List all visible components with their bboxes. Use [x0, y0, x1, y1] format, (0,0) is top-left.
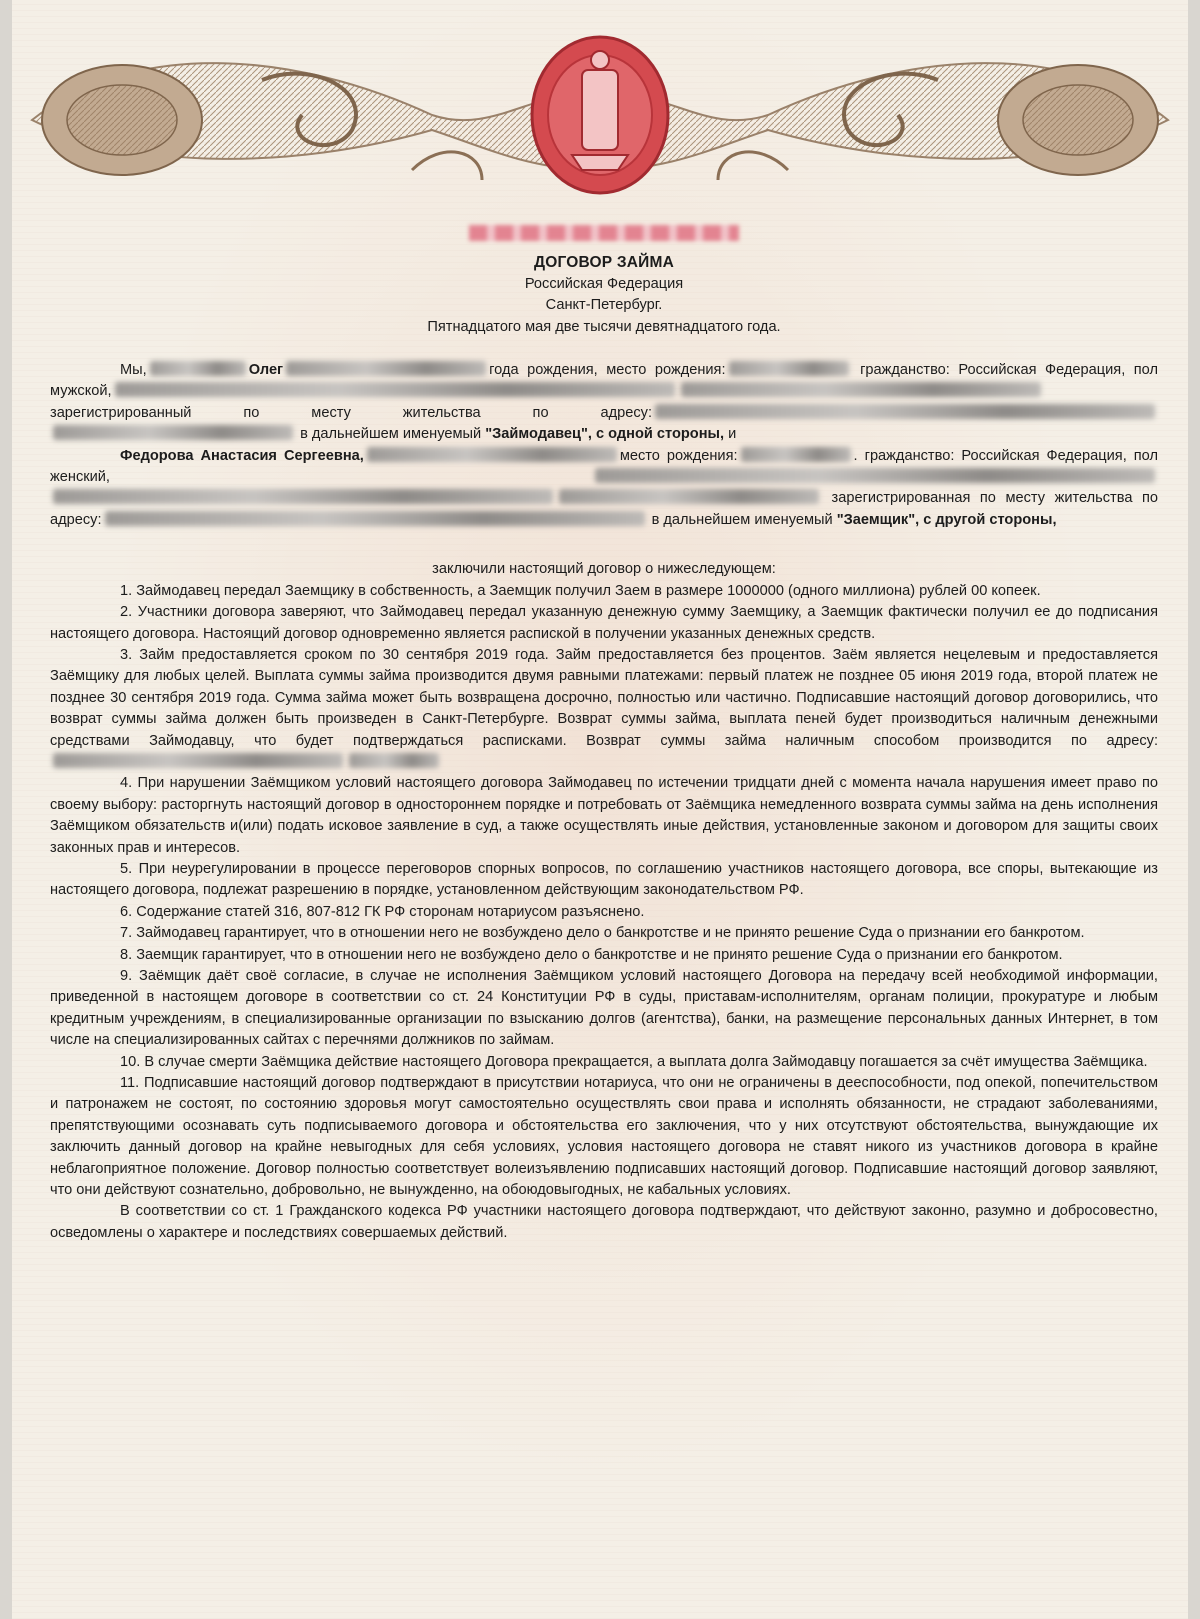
redacted-field [367, 447, 617, 462]
document-country: Российская Федерация [524, 275, 684, 292]
document-body [50, 225, 1158, 1244]
document-city: Санкт-Петербург. [545, 297, 663, 314]
redacted-field [559, 489, 819, 504]
clause-5: 5. При неурегулировании в процессе переговоров спорных вопросов, по соглашению участников настоящего договора, все споры, вытекающие из настоящего договора, подлежат разрешению в порядке, установленном действующим законодательством РФ. [50, 860, 1158, 899]
redacted-field [115, 382, 675, 397]
closing-paragraph: В соответствии со ст. 1 Гражданского кодекса РФ участники настоящего договора подтверждают, что действуют законно, разумно и добросовестно, осведомлены о характере и последствиях совершаемых действий. [50, 1203, 1158, 1241]
clause-1: 1. Займодавец передал Заемщику в собственность, а Заемщик получил Заем в размере 1000000 (одного миллиона) рублей 00 копеек. [120, 582, 1041, 599]
clause-4: 4. При нарушении Заёмщиком условий настоящего договора Займодавец по истечении тридцати дней с момента начала нарушения имеет право по своему выбору: расторгнуть настоящий договор в одностороннем порядке и потребовать от Заёмщика немедленного возврата суммы займа на день исполнения Заёмщиком обязательств и(или) подать исковое заявление в суд, а также осуществлять иные действия, установленные законом и договором для защиты своих законных прав и интересов. [50, 775, 1158, 856]
redacted-field [286, 361, 486, 376]
redacted-field [729, 361, 849, 376]
clause-3: 3. Займ предоставляется сроком по 30 сентября 2019 года. Займ предоставляется без процентов. Заём является нецелевым и предоставляется Заёмщику для любых целей. Выплата суммы займа производится двумя равными платежами: первый платеж не позднее 05 июня 2019 года, второй платеж не позднее 30 сентября 2019 года. Сумма займа может быть возвращена досрочно, полностью или частично. Подписавшие настоящий договор договорились, что возврат суммы займа должен быть произведен в Санкт-Петербурге. Возврат суммы займа, выплата пеней будет производиться наличным денежными средствами Займодавцу, что будет подтверждаться расписками. Возврат суммы займа наличным способом производится по адресу: [50, 645, 1158, 773]
redacted-field [681, 382, 1041, 397]
decorative-ornament [12, 20, 1188, 195]
redacted-field [595, 468, 1155, 483]
notary-seal-icon [532, 37, 668, 193]
contract-intro: заключили настоящий договор о нижеследующем: [432, 561, 776, 578]
redacted-field [53, 489, 553, 504]
clause-9: 9. Заёмщик даёт своё согласие, в случае не исполнения Заёмщиком условий настоящего Договора на передачу всей необходимой информации, приведенной в настоящем договоре в соответствии со ст. 24 Конституции РФ в суды, приставам-исполнителям, органам полиции, прокуратуре и любым кредитным учреждениям, в специализированные организации по взысканию долгов (агентства), банки, на размещение персональных данных Интернет, в том числе на специализированных сайтах с перечнями должников по займам. [50, 968, 1158, 1049]
document-page [12, 0, 1188, 1619]
clause-6: 6. Содержание статей 316, 807-812 ГК РФ сторонам нотариусом разъяснено. [120, 903, 645, 920]
redacted-field [53, 425, 293, 440]
party-lender: Мы, Олег года рождения, место рождения: гражданство: Российская Федерация, пол мужской, зарегистрированный по месту жительства по адресу: в дальнейшем именуемый "Займодавец", с одной стороны, и [50, 362, 1158, 443]
redacted-field [105, 511, 645, 526]
redacted-field [741, 447, 851, 462]
party-borrower: Федорова Анастасия Сергеевна, место рождения: . гражданство: Российская Федерация, пол женский, зарегистрированная по месту жительства по адресу: в дальнейшем именуемый "Заемщик", с другой стороны, [50, 447, 1158, 528]
clause-11: 11. Подписавшие настоящий договор подтверждают в присутствии нотариуса, что они не ограничены в дееспособности, под опекой, попечительством и патронажем не состоят, по состоянию здоровья могут самостоятельно осуществлять свои права и исполнять обязанности, не страдают заболеваниями, препятствующими осознавать суть подписываемого договора и обстоятельства его заключения, что у них отсутствуют обстоятельства, вынуждающие их заключить данный договор на крайне невыгодных для себя условиях, условия настоящего договора не ставят никого из участников договора в крайне неблагоприятное положение. Договор полностью соответствует волеизъявлению подписавших настоящий договор. Подписавшие настоящий договор заявляют, что они действуют сознательно, добровольно, не вынужденно, на обоюдовыгодных, не кабальных условиях. [50, 1075, 1158, 1199]
clause-7: 7. Займодавец гарантирует, что в отношении него не возбуждено дело о банкротстве и не принято решение Суда о признании его банкротом. [120, 925, 1085, 942]
redacted-field [150, 361, 246, 376]
clause-2: 2. Участники договора заверяют, что Займодавец передал указанную денежную сумму Заемщику, а Заемщик фактически получил ее до подписания настоящего договора. Настоящий договор одновременно является распиской в получении указанных денежных средств. [50, 604, 1158, 642]
document-title: ДОГОВОР ЗАЙМА [534, 254, 674, 272]
redacted-registry-number [469, 225, 739, 241]
redacted-address [349, 753, 439, 768]
registry-number [50, 225, 1158, 252]
redacted-field [655, 404, 1155, 419]
clause-8: 8. Заемщик гарантирует, что в отношении него не возбуждено дело о банкротстве и не принято решение Суда о признании его банкротом. [120, 946, 1063, 963]
redacted-address [53, 753, 343, 768]
clause-10: 10. В случае смерти Заёмщика действие настоящего Договора прекращается, а выплата долга Займодавцу погашается за счёт имущества Заёмщика. [120, 1053, 1148, 1070]
document-date: Пятнадцатого мая две тысячи девятнадцатого года. [427, 318, 781, 335]
